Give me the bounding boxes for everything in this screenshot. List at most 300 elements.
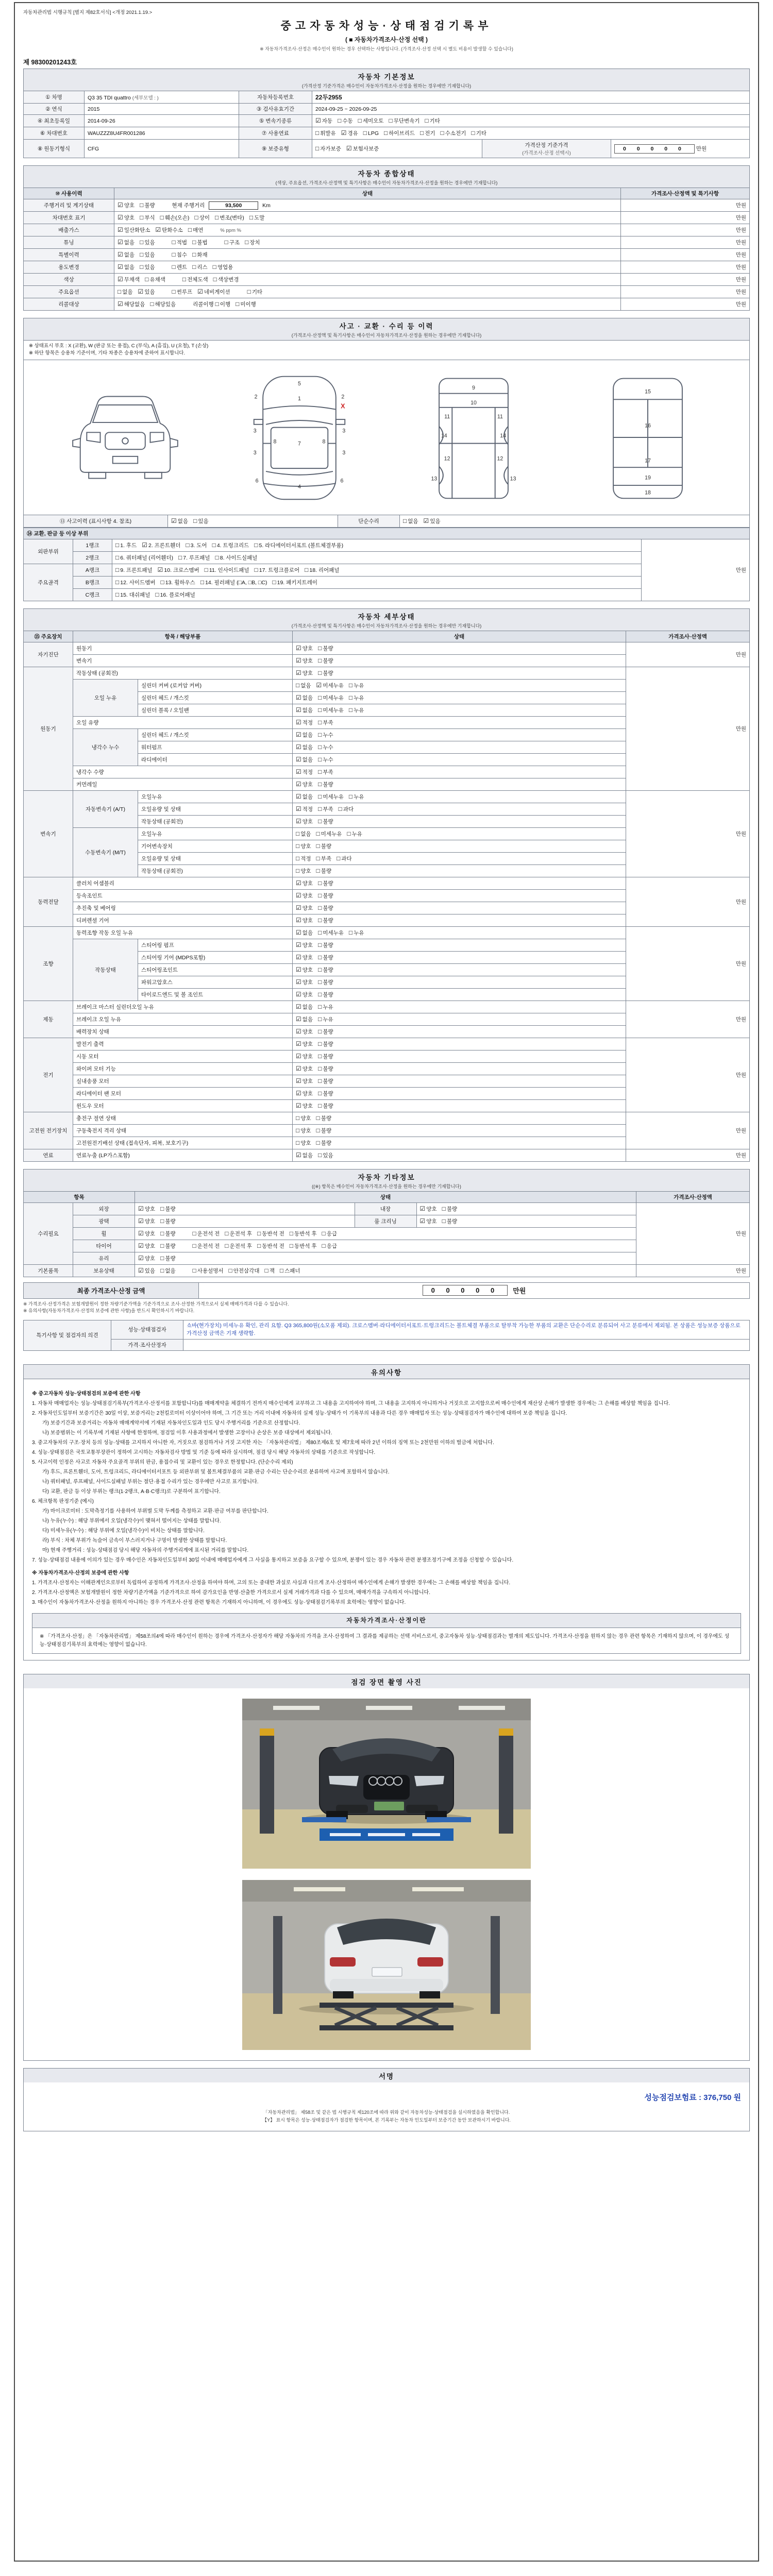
checkbox-checked[interactable] [296, 805, 313, 813]
checkbox-unchecked[interactable] [318, 954, 333, 961]
checkbox-unchecked[interactable] [318, 781, 333, 788]
checkbox-unchecked[interactable] [384, 129, 415, 137]
final-price-digits: 0 0 0 0 0 [423, 1285, 508, 1296]
warranty-options [312, 140, 482, 158]
checkbox-unchecked[interactable] [318, 941, 333, 949]
checkbox-unchecked[interactable] [318, 929, 344, 937]
glass-label: 유리 [73, 1252, 135, 1264]
checkbox-glyph: ☑ [138, 1242, 144, 1249]
detail-sub-label: 냉각수 누수 [73, 728, 138, 766]
checkbox-label: 누유 [323, 1004, 333, 1010]
detail-item-label: 작동상태 (공회전) [138, 865, 293, 877]
checkbox-checked[interactable] [117, 276, 140, 283]
checkbox-unchecked[interactable] [193, 517, 209, 525]
checkbox-unchecked[interactable] [115, 591, 150, 599]
checkbox-glyph: □ [192, 263, 196, 270]
checkbox-unchecked[interactable] [160, 1217, 176, 1225]
checkbox-unchecked[interactable] [290, 1242, 317, 1250]
checkbox-unchecked[interactable] [296, 855, 311, 862]
checkbox-checked[interactable] [296, 1053, 313, 1060]
checkbox-label: 수소전기 [445, 130, 466, 137]
checkbox-unchecked[interactable] [225, 239, 240, 246]
checkbox-unchecked[interactable] [349, 929, 364, 937]
checkbox-label: 양호 [302, 942, 313, 948]
checkbox-unchecked[interactable] [213, 263, 233, 271]
checkbox-label: 있음 [144, 240, 155, 246]
checkbox-glyph: □ [160, 578, 164, 586]
row-vin-mark [24, 212, 750, 224]
checkbox-checked[interactable] [296, 1003, 313, 1011]
basic-section-note: (가격산정 기준가격은 매수인이 자동차가격조사·산정을 원하는 경우에만 기재합니다) [301, 83, 472, 89]
detail-item-label: 연료누출 (LP가스포함) [73, 1149, 293, 1161]
transmission-label: ⑤ 변속기종류 [239, 115, 312, 127]
checkbox-glyph: □ [186, 541, 190, 549]
checkbox-unchecked[interactable] [318, 719, 333, 726]
checkbox-label: 16. 플로어패널 [160, 591, 195, 598]
checkbox-checked[interactable] [296, 743, 313, 751]
checkbox-unchecked[interactable] [249, 214, 265, 222]
checkbox-checked[interactable] [138, 1242, 155, 1250]
checkbox-unchecked[interactable] [140, 239, 155, 246]
checkbox-label: 양호 [144, 1218, 156, 1225]
row-main-options [24, 286, 750, 298]
checkbox-glyph: □ [442, 1205, 446, 1212]
checkbox-unchecked[interactable] [318, 1151, 333, 1159]
checkbox-unchecked[interactable] [160, 1255, 176, 1262]
checkbox-unchecked[interactable] [318, 904, 333, 912]
checkbox-unchecked[interactable] [318, 1077, 333, 1085]
checkbox-checked[interactable] [296, 1102, 313, 1110]
checkbox-label: 양호 [300, 1115, 311, 1122]
checkbox-unchecked[interactable] [316, 855, 332, 862]
checkbox-label: 양호 [302, 1053, 313, 1060]
checkbox-label: 양호 [300, 1140, 311, 1146]
checkbox-unchecked[interactable] [305, 566, 339, 574]
checkbox-unchecked[interactable] [318, 669, 333, 677]
checkbox-unchecked[interactable] [296, 682, 311, 689]
premium-value: 376,750 원 [703, 2093, 741, 2103]
checkbox-unchecked[interactable] [225, 1242, 252, 1250]
checkbox-unchecked[interactable] [272, 579, 317, 586]
checkbox-unchecked[interactable] [296, 842, 311, 850]
checkbox-unchecked[interactable] [318, 805, 333, 813]
checkbox-checked[interactable] [296, 978, 313, 986]
checkbox-unchecked[interactable] [215, 214, 244, 222]
checkbox-unchecked[interactable] [115, 566, 153, 574]
row-mileage [24, 199, 750, 212]
checkbox-unchecked[interactable] [212, 541, 249, 549]
checkbox-unchecked[interactable] [172, 251, 188, 259]
checkbox-unchecked[interactable] [115, 579, 155, 586]
checkbox-checked[interactable] [296, 719, 313, 726]
checkbox-checked[interactable] [117, 251, 135, 259]
checkbox-label: 응급 [326, 1230, 338, 1237]
checkbox-unchecked[interactable] [117, 288, 133, 296]
checkbox-unchecked[interactable] [140, 201, 155, 209]
checkbox-checked[interactable] [296, 756, 313, 764]
checkbox-checked[interactable] [341, 129, 358, 137]
checkbox-label: 적정 [302, 719, 313, 726]
misc-col-state: 상태 [135, 1191, 636, 1202]
checkbox-glyph: □ [318, 1089, 322, 1097]
checkbox-glyph: □ [245, 239, 249, 246]
checkbox-unchecked[interactable] [296, 1127, 311, 1134]
checkbox-unchecked[interactable] [215, 300, 231, 308]
car-diagram-front-view [43, 365, 208, 510]
checkbox-unchecked[interactable] [318, 1028, 333, 1036]
checkbox-checked[interactable] [296, 929, 313, 937]
checkbox-unchecked[interactable] [150, 300, 176, 308]
checkbox-checked[interactable] [296, 768, 313, 776]
checkbox-checked[interactable] [296, 1065, 313, 1073]
inspector-remarks: 쇼바(현가장치) 미세누유 확인, 관리 요함. Q3 365,800원(소모품 제외). 크로스멤버·라디에이터서포트·트렁크리드는 볼트체결 부품으로 탈부착 가능한 부품의 교환은 단순수리로 분류되어 사고 분류에서 제외됨. 본 상품은 성능보증 상품으로 가격산정 금액은 기재 생략함. [183, 1320, 750, 1339]
checkbox-unchecked[interactable] [145, 276, 165, 283]
detail-price: 만원 [626, 667, 750, 790]
checkbox-label: 19. 패키지트레이 [277, 579, 317, 586]
checkbox-checked[interactable] [296, 1028, 313, 1036]
detail-row [24, 1112, 750, 1124]
mileage-label: 주행거리 및 계기상태 [24, 199, 114, 212]
checkbox-checked[interactable] [296, 966, 313, 974]
rank-row-c [24, 588, 750, 601]
checkbox-unchecked[interactable] [178, 554, 210, 562]
checkbox-unchecked[interactable] [257, 1242, 284, 1250]
checkbox-unchecked[interactable] [257, 1230, 284, 1238]
photos-area [23, 1688, 750, 2061]
checkbox-checked[interactable] [296, 941, 313, 949]
checkbox-checked[interactable] [424, 517, 441, 525]
checkbox-label: 누유 [351, 831, 362, 837]
checkbox-unchecked[interactable] [264, 1267, 274, 1275]
detail-state-options [293, 926, 626, 939]
checkbox-glyph: □ [318, 916, 322, 924]
checkbox-checked[interactable] [117, 214, 135, 222]
checkbox-unchecked[interactable] [349, 682, 364, 689]
checkbox-unchecked[interactable] [172, 263, 188, 271]
checkbox-unchecked[interactable] [318, 1053, 333, 1060]
checkbox-unchecked[interactable] [160, 1267, 176, 1275]
checkbox-checked[interactable] [296, 818, 313, 825]
checkbox-label: 운전석 후 [229, 1230, 253, 1237]
checkbox-glyph: □ [322, 1242, 326, 1249]
checkbox-unchecked[interactable] [205, 566, 249, 574]
checkbox-checked[interactable] [420, 1205, 437, 1213]
checkbox-unchecked[interactable] [337, 855, 352, 862]
checkbox-unchecked[interactable] [296, 867, 311, 875]
checkbox-checked[interactable] [296, 991, 313, 998]
checkbox-checked[interactable] [296, 1151, 313, 1159]
checkbox-unchecked[interactable] [160, 1205, 176, 1213]
checkbox-unchecked[interactable] [140, 263, 155, 271]
checkbox-unchecked[interactable] [200, 579, 267, 586]
checkbox-unchecked[interactable] [318, 966, 333, 974]
checkbox-checked[interactable] [296, 1077, 313, 1085]
checkbox-unchecked[interactable] [296, 1114, 311, 1122]
checkbox-unchecked[interactable] [213, 276, 239, 283]
checkbox-unchecked[interactable] [339, 805, 354, 813]
emission-state [114, 224, 621, 236]
checkbox-glyph: □ [296, 867, 300, 874]
misc-title: 자동차 기타정보 [358, 1173, 415, 1181]
checkbox-glyph: □ [419, 129, 424, 137]
checkbox-unchecked[interactable] [160, 214, 190, 222]
checkbox-checked[interactable] [171, 517, 188, 525]
checkbox-label: 있음 [144, 1267, 156, 1274]
checkbox-label: 있음 [144, 264, 155, 270]
checkbox-unchecked[interactable] [247, 288, 263, 296]
checkbox-glyph: □ [140, 263, 144, 270]
checkbox-glyph: □ [403, 517, 407, 524]
wheel-state-options [138, 1229, 181, 1238]
checkbox-checked[interactable] [158, 566, 199, 574]
checkbox-unchecked[interactable] [160, 1230, 176, 1238]
checkbox-unchecked[interactable] [140, 251, 155, 259]
checkbox-unchecked[interactable] [193, 1267, 224, 1275]
checkbox-checked[interactable] [138, 1230, 155, 1238]
checkbox-unchecked[interactable] [316, 1139, 332, 1147]
checkbox-unchecked[interactable] [318, 756, 333, 764]
checkbox-checked[interactable] [296, 781, 313, 788]
checkbox-label: 없음 [302, 732, 313, 738]
detail-item-label: 라디에이터 [138, 753, 293, 766]
checkbox-unchecked[interactable] [318, 657, 333, 665]
checkbox-unchecked[interactable] [318, 1040, 333, 1048]
appraiser-role: 가격·조사산정자 [111, 1339, 183, 1350]
checkbox-unchecked[interactable] [318, 793, 344, 801]
detail-item-label: 스티어링조인트 [138, 963, 293, 976]
checkbox-checked[interactable] [138, 1255, 155, 1262]
checkbox-glyph: □ [318, 780, 322, 788]
checkbox-unchecked[interactable] [322, 1230, 338, 1238]
checkbox-unchecked[interactable] [318, 917, 333, 924]
checkbox-unchecked[interactable] [172, 239, 188, 246]
checkbox-glyph: □ [172, 288, 176, 295]
checkbox-unchecked[interactable] [318, 1090, 333, 1097]
checkbox-checked[interactable] [296, 1015, 313, 1023]
checkbox-checked[interactable] [138, 1205, 155, 1213]
detail-state-options [293, 1062, 626, 1075]
checkbox-checked[interactable] [296, 917, 313, 924]
checkbox-unchecked[interactable] [403, 517, 418, 525]
checkbox-unchecked[interactable] [318, 768, 333, 776]
checkbox-checked[interactable] [296, 879, 313, 887]
checkbox-unchecked[interactable] [245, 239, 260, 246]
checkbox-checked[interactable] [296, 731, 313, 739]
checkbox-unchecked[interactable] [315, 129, 336, 137]
checkbox-unchecked[interactable] [155, 591, 195, 599]
usage-g1 [117, 263, 160, 272]
checkbox-unchecked[interactable] [182, 276, 208, 283]
checkbox-unchecked[interactable] [254, 566, 299, 574]
checkbox-glyph: □ [318, 718, 322, 726]
checkbox-checked[interactable] [155, 226, 182, 234]
checkbox-glyph: □ [204, 566, 208, 573]
checkbox-unchecked[interactable] [296, 1139, 311, 1147]
checkbox-unchecked[interactable] [194, 214, 210, 222]
checkbox-unchecked[interactable] [318, 1003, 333, 1011]
checkbox-unchecked[interactable] [254, 541, 343, 549]
checkbox-label: 양호 [302, 781, 313, 788]
checkbox-unchecked[interactable] [349, 793, 364, 801]
checkbox-unchecked[interactable] [318, 731, 333, 739]
checkbox-checked[interactable] [117, 226, 150, 234]
checkbox-unchecked[interactable] [296, 830, 311, 838]
checkbox-unchecked[interactable] [316, 830, 342, 838]
checkbox-label: 불량 [323, 1065, 333, 1072]
checkbox-label: 불량 [323, 905, 333, 911]
checkbox-unchecked[interactable] [318, 743, 333, 751]
checkbox-unchecked[interactable] [192, 263, 208, 271]
footer-note-2: 【Y】 표시 항목은 성능·상태점검자가 점검한 항목이며, 본 기록부는 자동차 인도일부터 보증기간 동안 보관하시기 바랍니다. [262, 2117, 511, 2123]
checkbox-unchecked[interactable] [318, 978, 333, 986]
checkbox-unchecked[interactable] [192, 239, 208, 246]
checkbox-checked[interactable] [420, 1217, 437, 1225]
checkbox-unchecked[interactable] [225, 1230, 252, 1238]
checkbox-unchecked[interactable] [389, 117, 419, 125]
checkbox-label: 양호 [302, 967, 313, 973]
checkbox-glyph: □ [318, 1027, 322, 1035]
checkbox-checked[interactable] [296, 1040, 313, 1048]
checkbox-glyph: ☑ [296, 817, 301, 825]
checkbox-unchecked[interactable] [318, 991, 333, 998]
checkbox-checked[interactable] [296, 657, 313, 665]
checkbox-unchecked[interactable] [318, 1102, 333, 1110]
checkbox-unchecked[interactable] [425, 117, 440, 125]
checkbox-unchecked[interactable] [160, 1242, 176, 1250]
checkbox-glyph: □ [318, 1064, 322, 1072]
checkbox-glyph: □ [318, 1151, 322, 1159]
checkbox-checked[interactable] [296, 1090, 313, 1097]
checkbox-unchecked[interactable] [192, 251, 208, 259]
checkbox-unchecked[interactable] [347, 830, 362, 838]
checkbox-unchecked[interactable] [315, 145, 341, 152]
checkbox-checked[interactable] [296, 706, 313, 714]
diagram-part-number: 11 [444, 413, 450, 420]
checkbox-unchecked[interactable] [318, 706, 344, 714]
checkbox-unchecked[interactable] [193, 1230, 220, 1238]
detail-group-label: 자기진단 [24, 642, 73, 667]
checkbox-unchecked[interactable] [318, 879, 333, 887]
checkbox-unchecked[interactable] [316, 842, 332, 850]
checkbox-label: 양호 [302, 880, 313, 887]
checkbox-unchecked[interactable] [172, 288, 193, 296]
checkbox-unchecked[interactable] [115, 541, 137, 549]
checkbox-unchecked[interactable] [316, 867, 332, 875]
checkbox-label: 없음 [177, 518, 189, 524]
tuning-price: 만원 [621, 236, 750, 249]
checkbox-unchecked[interactable] [322, 1242, 338, 1250]
checkbox-unchecked[interactable] [236, 300, 256, 308]
checkbox-unchecked[interactable] [193, 1242, 220, 1250]
col-price: 가격조사·산정액 및 특기사항 [621, 188, 750, 199]
checkbox-label: 불량 [323, 781, 333, 788]
checkbox-unchecked[interactable] [420, 129, 435, 137]
checkbox-checked[interactable] [316, 682, 344, 689]
checkbox-unchecked[interactable] [186, 541, 207, 549]
checkbox-unchecked[interactable] [441, 129, 466, 137]
detail-item-label: 오일유량 및 상태 [138, 803, 293, 815]
checkbox-checked[interactable] [138, 288, 155, 296]
checkbox-unchecked[interactable] [280, 1267, 300, 1275]
checkbox-unchecked[interactable] [471, 129, 486, 137]
notice-item: 3. 중고자동차의 구조·장치 등의 성능·상태를 고지하지 아니한 자, 거짓으로 점검하거나 거짓 고지한 자는 「자동차관리법」 제80조제6호 및 제7호에 따라 2년 이하의 징역 또는 2천만원 이하의 벌금에 처합니다. [32, 1439, 494, 1446]
checkbox-checked[interactable] [296, 669, 313, 677]
checkbox-unchecked[interactable] [160, 579, 195, 586]
checkbox-checked[interactable] [296, 904, 313, 912]
checkbox-label: 미세누유 [321, 831, 342, 837]
checkbox-unchecked[interactable] [363, 129, 379, 137]
checkbox-unchecked[interactable] [318, 645, 333, 652]
checkbox-unchecked[interactable] [442, 1217, 458, 1225]
checkbox-unchecked[interactable] [316, 1114, 332, 1122]
checkbox-checked[interactable] [296, 793, 313, 801]
checkbox-unchecked[interactable] [215, 554, 257, 562]
checkbox-unchecked[interactable] [115, 554, 173, 562]
checkbox-checked[interactable] [296, 645, 313, 652]
notices-band [23, 1364, 750, 1379]
checkbox-label: 없음 [165, 1267, 176, 1274]
detail-state-options [293, 1038, 626, 1050]
checkbox-label: 양호 [302, 818, 313, 825]
checkbox-checked[interactable] [197, 288, 230, 296]
checkbox-label: 7. 루프패널 [183, 554, 210, 561]
checkbox-label: 불량 [323, 917, 333, 924]
checkbox-checked[interactable] [117, 263, 135, 271]
diagram-part-number: 6 [340, 477, 344, 484]
checkbox-checked[interactable] [117, 239, 135, 246]
checkbox-unchecked[interactable] [442, 1205, 458, 1213]
checkbox-glyph: □ [192, 1229, 196, 1237]
checkbox-unchecked[interactable] [290, 1230, 317, 1238]
checkbox-checked[interactable] [117, 300, 145, 308]
checkbox-unchecked[interactable] [358, 117, 384, 125]
checkbox-unchecked[interactable] [316, 1127, 332, 1134]
row-color [24, 274, 750, 286]
checkbox-unchecked[interactable] [318, 1015, 333, 1023]
checkbox-unchecked[interactable] [318, 892, 333, 900]
checkbox-checked[interactable] [296, 694, 313, 702]
checkbox-checked[interactable] [296, 954, 313, 961]
checkbox-checked[interactable] [346, 145, 379, 152]
checkbox-unchecked[interactable] [318, 818, 333, 825]
checkbox-unchecked[interactable] [140, 214, 155, 222]
checkbox-unchecked[interactable] [338, 117, 353, 125]
checkbox-unchecked[interactable] [349, 706, 364, 714]
checkbox-checked[interactable] [296, 892, 313, 900]
reg-no-label: 자동차등록번호 [239, 91, 312, 104]
checkbox-unchecked[interactable] [188, 226, 204, 234]
reg-no-value [312, 91, 750, 104]
checkbox-unchecked[interactable] [229, 1267, 260, 1275]
checkbox-checked[interactable] [117, 201, 135, 209]
checkbox-unchecked[interactable] [349, 694, 364, 702]
checkbox-checked[interactable] [142, 541, 180, 549]
appraiser-remarks [183, 1339, 750, 1350]
checkbox-label: 경유 [347, 130, 358, 137]
detail-price: 만원 [626, 1149, 750, 1161]
detail-item-label: 충전구 절연 상태 [73, 1112, 293, 1124]
base-price-label: 가격산정 기준가격 [525, 142, 568, 148]
checkbox-checked[interactable] [138, 1217, 155, 1225]
detail-state-options [293, 654, 626, 667]
checkbox-label: 없음 [302, 1016, 313, 1023]
checkbox-glyph: □ [225, 1229, 229, 1237]
checkbox-unchecked[interactable] [318, 1065, 333, 1073]
checkbox-checked[interactable] [315, 117, 332, 125]
price-survey-definition-box [32, 1613, 741, 1654]
checkbox-unchecked[interactable] [318, 694, 344, 702]
checkbox-checked[interactable] [138, 1267, 155, 1275]
